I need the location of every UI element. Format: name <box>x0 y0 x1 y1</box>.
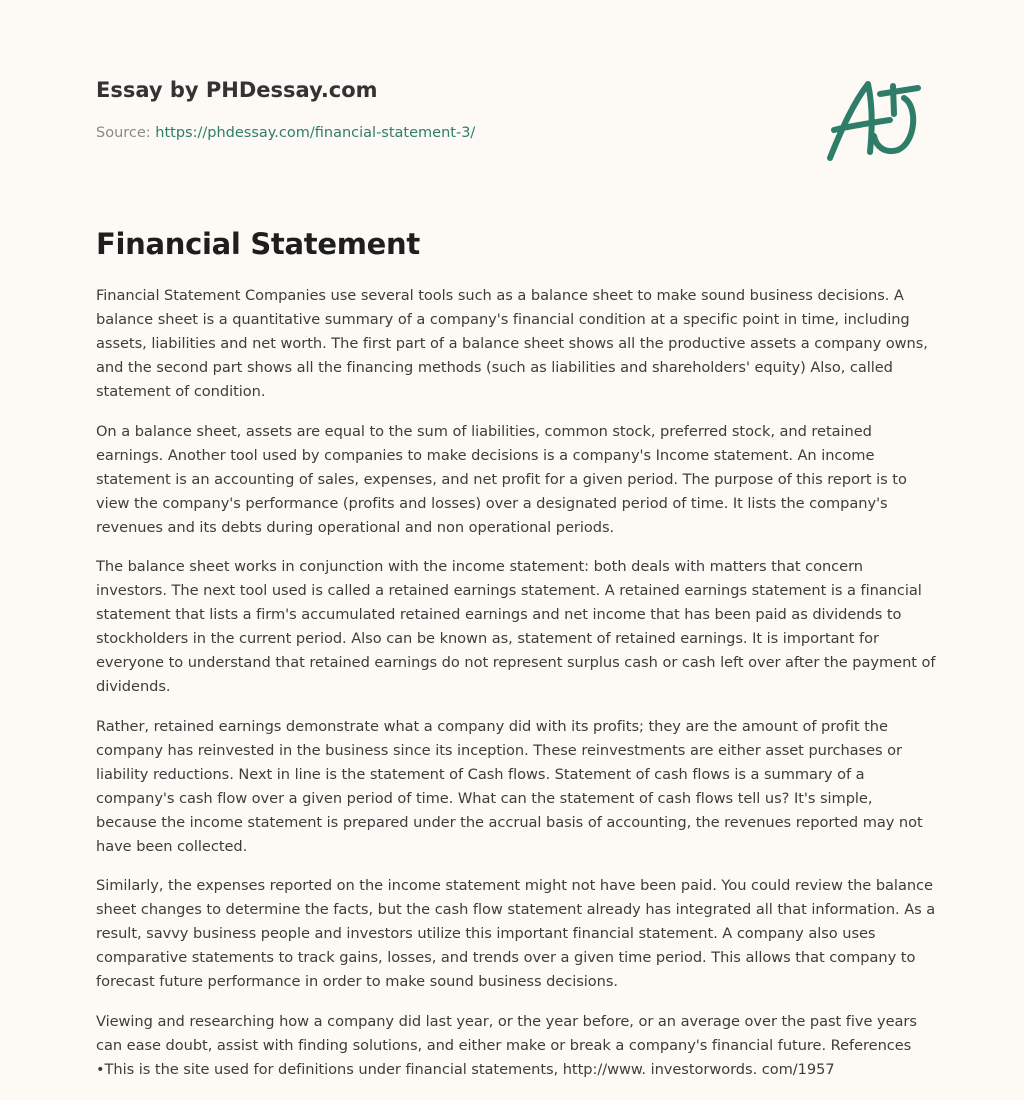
brand-title: Essay by PHDessay.com <box>96 78 378 102</box>
paragraph: Financial Statement Companies use several tools such as a balance sheet to make sound business decisions. A balance sheet is a quantitative summary of a company's financial condition at a specific point in time, including assets, liabilities and net worth. The first part of a balance sheet shows all the productive assets a company owns, and the second part shows all the financing methods (such as liabilities and shareholders' equity) Also, called statement of condition. <box>96 287 928 400</box>
source-label: Source: <box>96 125 156 141</box>
source-line <box>96 122 475 144</box>
paragraph: Rather, retained earnings demonstrate what a company did with its profits; they are the amount of profit the company has reinvested in the business since its inception. These reinvestments are either asset purchases or liability reductions. Next in line is the statement of Cash flows. Statement of cash flows is a summary of a company's cash flow over a given period of time. What can the statement of cash flows tell us? It's simple, because the income statement is prepared under the accrual basis of accounting, the revenues reported may not have been collected. <box>96 717 923 855</box>
paragraph: The balance sheet works in conjunction with the income statement: both deals with matters that concern investors. The next tool used is called a retained earnings statement. A retained earnings statement is a financial statement that lists a firm's accumulated retained earnings and net income that has been paid as dividends to stockholders in the current period. Also can be known as, statement of retained earnings. It is important for everyone to understand that retained earnings do not represent surplus cash or cash left over after the payment of dividends. <box>96 558 936 695</box>
article-body <box>96 284 936 1097</box>
a-plus-grade-icon <box>820 66 930 166</box>
paragraph: On a balance sheet, assets are equal to the sum of liabilities, common stock, preferred stock, and retained earnings. Another tool used by companies to make decisions is a company's Income statement. An income statement is an accounting of sales, expenses, and net profit for a given period. The purpose of this report is to view the company's performance (profits and losses) over a designated period of time. It lists the company's revenues and its debts during operational and non operational periods. <box>96 422 907 536</box>
article-title: Financial Statement <box>96 227 420 261</box>
page-header <box>96 74 936 141</box>
paragraph: Viewing and researching how a company did last year, or the year before, or an average over the past five years can ease doubt, assist with finding solutions, and either make or break a company's financial future. References •This is the site used for definitions under financial statements, http://www. investorwords. com/1957 <box>96 1012 917 1078</box>
source-link[interactable]: https://phdessay.com/financial-statement-3/ <box>155 125 476 141</box>
paragraph: Similarly, the expenses reported on the income statement might not have been paid. You could review the balance sheet changes to determine the facts, but the cash flow statement already has integrated all that information. As a result, savvy business people and investors utilize this important financial statement. A company also uses comparative statements to track gains, losses, and trends over a given time period. This allows that company to forecast future performance in order to make sound business decisions. <box>96 877 936 990</box>
